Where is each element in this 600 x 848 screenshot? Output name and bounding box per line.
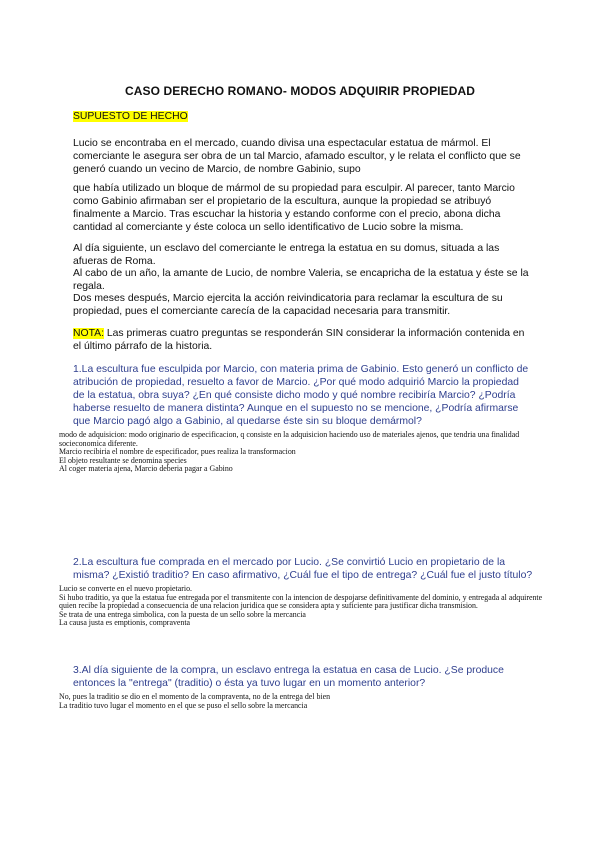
question-2: 2.La escultura fue comprada en el mercado por Lucio. ¿Se convirtió Lucio en propietario de la misma? ¿Existió traditio? En caso afirmativo, ¿Cuál fue el tipo de entrega? ¿Cuál fue el justo título? (73, 557, 533, 581)
answer-1-line-2: Marcio recibiria el nombre de especificador, pues realiza la transformacion (59, 447, 296, 457)
nota-label: NOTA: (73, 328, 104, 339)
nota-text: Las primeras cuatro preguntas se responderán SIN considerar la información contenida en el último párrafo de la historia. (73, 328, 525, 352)
paragraph-2: que había utilizado un bloque de mármol de su propiedad para esculpir. Al parecer, tanto Marcio como Gabinio afirmaban ser el propietario de la escultura, aunque la propiedad se atribuyó finalmente a Marcio. Tras escuchar la historia y estando conforme con el precio, abona dicha cantidad al comerciante y éste coloca un sello identificativo de Lucio sobre la misma. (73, 183, 515, 233)
nota-paragraph (73, 327, 533, 353)
paragraph-5: Dos meses después, Marcio ejercita la acción reivindicatoria para reclamar la escultura de su propiedad, pues el comerciante carecía de la capacidad necesaria para transmitir. (73, 293, 503, 317)
question-1: 1.La escultura fue esculpida por Marcio, con materia prima de Gabinio. Esto generó un conflicto de atribución de propiedad, resuelto a favor de Marcio. ¿Por qué modo adquirió Marcio la propiedad de la estatua, obra suya? ¿En qué consiste dicho modo y qué nombre recibiría Marcio? ¿Podría haberse resuelto de manera distinta? Aunque en el supuesto no se mencione, ¿Podría afirmarse que Marcio pagó algo a Gabinio, al quedarse éste sin su bloque demármol? (73, 364, 529, 427)
answer-1-line-3: El objeto resultante se denomina species (59, 455, 187, 465)
answer-1 (59, 431, 549, 474)
supuesto-label (73, 111, 188, 122)
document-title: CASO DERECHO ROMANO- MODOS ADQUIRIR PROPIEDAD (124, 84, 476, 98)
answer-2-line-3: Se trata de una entrega simbolica, con la puesta de un sello sobre la mercancia (59, 609, 306, 619)
answer-2-line-2: Si hubo traditio, ya que la estatua fue entregada por el transmitente con la intencion de despojarse definitivamente del dominio, y entregada al adquirente quien recibe la propiedad a consecuencia de una relacion juridica que se considera apta y suficiente para justificar dicha transmision. (59, 592, 543, 611)
answer-3-line-1: No, pues la traditio se dio en el momento de la compraventa, no de la entrega del bien (59, 692, 331, 701)
answer-2 (59, 585, 549, 628)
answer-3-line-2: La traditio tuvo lugar el momento en el que se puso el sello sobre la mercancia (59, 700, 308, 710)
paragraph-3: Al día siguiente, un esclavo del comerciante le entrega la estatua en su domus, situada a las afueras de Roma. (73, 243, 500, 267)
answer-2-line-1: Lucio se converte en el nuevo propietario. (59, 584, 192, 593)
paragraph-4: Al cabo de un año, la amante de Lucio, de nombre Valeria, se encapricha de la estatua y éste se la regala. (73, 268, 529, 292)
answer-2-line-4: La causa justa es emptionis, compraventa (59, 618, 191, 628)
supuesto-label-text: SUPUESTO DE HECHO (73, 111, 188, 122)
paragraph-1: Lucio se encontraba en el mercado, cuando divisa una espectacular estatua de mármol. El comerciante le asegura ser obra de un tal Marcio, afamado escultor, y le relata el conflicto que se generó cuando un vecino de Marcio, de nombre Gabinio, supo (73, 138, 521, 175)
answer-1-line-1: modo de adquisicion: modo originario de especificacion, q consiste en la adquisicion haciendo uso de materiales ajenos, que tendria una finalidad socieconomica diferente. (59, 430, 520, 448)
answer-3 (59, 693, 549, 710)
question-3: 3.Al día siguiente de la compra, un esclavo entrega la estatua en casa de Lucio. ¿Se produce entonces la "entrega" (traditio) o ésta ya tuvo lugar en un momento anterior? (73, 665, 504, 689)
answer-1-line-4: Al coger materia ajena, Marcio deberia pagar a Gabino (59, 464, 233, 474)
